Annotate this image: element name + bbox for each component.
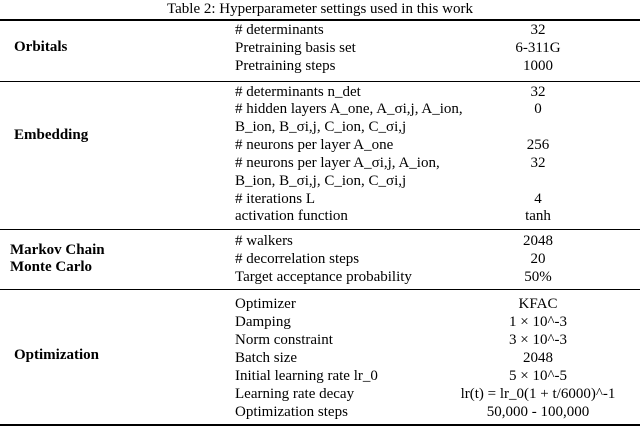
param-value: 4 xyxy=(534,191,542,207)
section-divider xyxy=(0,229,640,230)
param-name: # iterations L xyxy=(235,191,315,207)
section-label-orbitals: Orbitals xyxy=(14,39,68,55)
param-value: 32 xyxy=(530,84,546,100)
param-value: 1000 xyxy=(523,58,553,74)
section-divider xyxy=(0,81,640,82)
param-name: # hidden layers A_one, A_σi,j, A_ion, xyxy=(235,101,463,117)
param-value: 32 xyxy=(530,155,546,171)
param-name: # determinants n_det xyxy=(235,84,361,100)
table-caption: Table 2: Hyperparameter settings used in this work xyxy=(167,1,473,17)
param-value: 32 xyxy=(530,22,546,38)
table-bottom-rule xyxy=(0,424,640,426)
param-value: 20 xyxy=(530,251,546,267)
param-value: tanh xyxy=(525,208,551,224)
param-name: Target acceptance probability xyxy=(235,269,412,285)
param-name: B_ion, B_σi,j, C_ion, C_σi,j xyxy=(235,173,407,189)
param-name: Damping xyxy=(235,314,291,330)
param-name: # determinants xyxy=(235,22,324,38)
param-value: 5 × 10^-5 xyxy=(509,368,567,384)
param-name: Batch size xyxy=(235,350,298,366)
section-label-optimization: Optimization xyxy=(14,347,99,363)
param-value: 2048 xyxy=(523,233,553,249)
param-value: 50% xyxy=(524,269,552,285)
param-name: Optimizer xyxy=(235,296,296,312)
table-top-rule xyxy=(0,19,640,21)
param-name: Optimization steps xyxy=(235,404,348,420)
section-divider xyxy=(0,289,640,290)
param-name: Initial learning rate lr_0 xyxy=(235,368,378,384)
param-value: lr(t) = lr_0(1 + t/6000)^-1 xyxy=(460,386,616,402)
param-value: 50,000 - 100,000 xyxy=(486,404,590,420)
param-name: B_ion, B_σi,j, C_ion, C_σi,j xyxy=(235,119,407,135)
section-label-mcmc-line1: Markov Chain xyxy=(10,242,105,258)
param-value: 256 xyxy=(526,137,550,153)
param-name: Learning rate decay xyxy=(235,386,355,402)
param-value: 3 × 10^-3 xyxy=(509,332,567,348)
param-value: KFAC xyxy=(518,296,558,312)
param-value: 0 xyxy=(534,101,542,117)
param-name: Pretraining basis set xyxy=(235,40,356,56)
section-label-mcmc-line2: Monte Carlo xyxy=(10,259,93,275)
param-name: # neurons per layer A_σi,j, A_ion, xyxy=(235,155,440,171)
section-label-embedding: Embedding xyxy=(14,127,89,143)
param-value: 1 × 10^-3 xyxy=(509,314,567,330)
param-name: activation function xyxy=(235,208,348,224)
param-name: # decorrelation steps xyxy=(235,251,360,267)
param-value: 6-311G xyxy=(515,40,561,56)
param-name: Norm constraint xyxy=(235,332,333,348)
param-name: Pretraining steps xyxy=(235,58,336,74)
param-name: # walkers xyxy=(235,233,293,249)
param-name: # neurons per layer A_one xyxy=(235,137,394,153)
param-value: 2048 xyxy=(523,350,553,366)
